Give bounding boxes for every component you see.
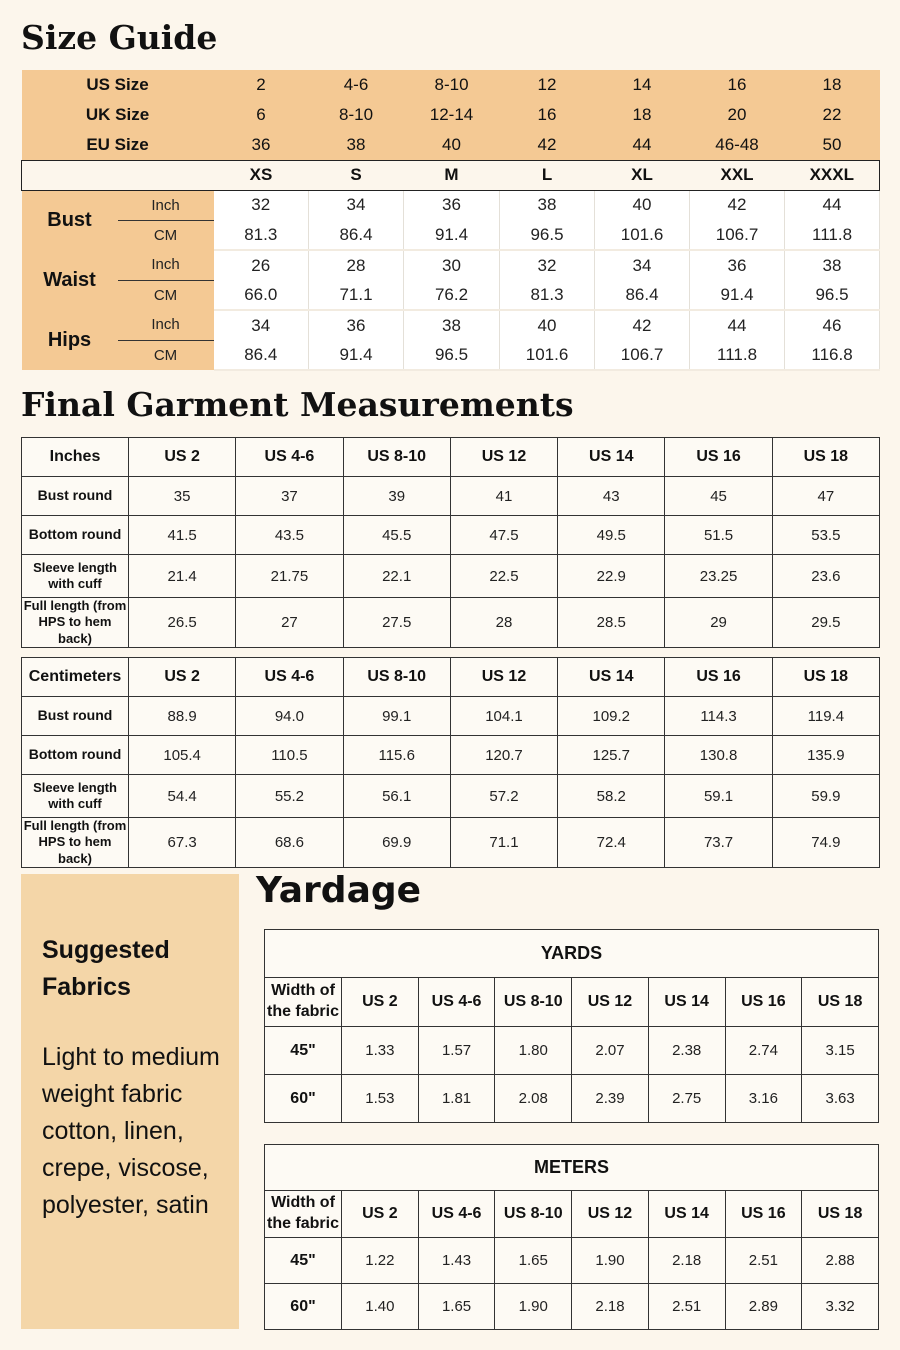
garment-title: Final Garment Measurements: [21, 385, 574, 424]
measurement-value: 96.5: [404, 340, 500, 370]
yardage-value: 1.65: [495, 1238, 572, 1284]
garment-value: 47.5: [450, 516, 557, 555]
measurement-value: 81.3: [500, 280, 595, 310]
size-value: 46-48: [690, 130, 785, 160]
garment-value: 109.2: [558, 697, 665, 736]
body-measurement-row: [22, 220, 880, 250]
size-header: US 4-6: [418, 1191, 495, 1238]
letter-size: S: [309, 160, 404, 190]
size-header: US 14: [648, 1191, 725, 1238]
measurement-value: 38: [785, 250, 880, 280]
size-header: US 14: [558, 658, 665, 697]
yardage-row: [265, 1075, 879, 1123]
measurement-name: Hips: [22, 310, 118, 370]
suggested-fabrics-box: [21, 874, 239, 1329]
garment-value: 45.5: [343, 516, 450, 555]
garment-value: 71.1: [450, 818, 557, 868]
size-value: 38: [309, 130, 404, 160]
garment-value: 37: [236, 477, 343, 516]
unit-label: Inch: [118, 250, 214, 280]
letter-size: XXXL: [785, 160, 880, 190]
yardage-value: 2.18: [572, 1284, 649, 1330]
yardage-value: 2.07: [572, 1027, 649, 1075]
yardage-header-row: [265, 978, 879, 1027]
garment-value: 41: [450, 477, 557, 516]
measurement-value: 96.5: [500, 220, 595, 250]
garment-value: 28: [450, 598, 557, 648]
size-value: 8-10: [309, 100, 404, 130]
garment-value: 21.75: [236, 555, 343, 598]
garment-row: [22, 516, 880, 555]
size-header: US 12: [572, 1191, 649, 1238]
size-value: 50: [785, 130, 880, 160]
measurement-value: 32: [500, 250, 595, 280]
fabric-width: 60": [265, 1284, 342, 1330]
letter-size: XXL: [690, 160, 785, 190]
fabric-width: 45": [265, 1238, 342, 1284]
garment-value: 26.5: [129, 598, 236, 648]
yardage-caption: METERS: [265, 1145, 879, 1191]
size-header: US 12: [450, 438, 557, 477]
size-header: US 2: [129, 438, 236, 477]
measurement-value: 44: [785, 190, 880, 220]
letter-size: XL: [595, 160, 690, 190]
garment-value: 94.0: [236, 697, 343, 736]
garment-value: 53.5: [772, 516, 879, 555]
size-value: 20: [690, 100, 785, 130]
size-system-label: UK Size: [22, 100, 214, 130]
body-measurement-row: [22, 340, 880, 370]
yardage-value: 1.90: [572, 1238, 649, 1284]
measurement-value: 28: [309, 250, 404, 280]
measurement-value: 34: [214, 310, 309, 340]
size-value: 36: [214, 130, 309, 160]
width-label: Width of the fabric: [265, 978, 342, 1027]
garment-value: 28.5: [558, 598, 665, 648]
garment-value: 58.2: [558, 775, 665, 818]
garment-value: 120.7: [450, 736, 557, 775]
measurement-value: 30: [404, 250, 500, 280]
size-header-row: [22, 70, 880, 100]
yardage-value: 1.53: [342, 1075, 419, 1123]
yardage-value: 1.65: [418, 1284, 495, 1330]
letter-size: XS: [214, 160, 309, 190]
size-value: 44: [595, 130, 690, 160]
garment-value: 88.9: [129, 697, 236, 736]
yardage-value: 1.43: [418, 1238, 495, 1284]
measurement-value: 101.6: [500, 340, 595, 370]
measurement-value: 116.8: [785, 340, 880, 370]
garment-value: 54.4: [129, 775, 236, 818]
size-value: 42: [500, 130, 595, 160]
yardage-value: 2.88: [802, 1238, 879, 1284]
yardage-value: 3.15: [802, 1027, 879, 1075]
garment-value: 74.9: [772, 818, 879, 868]
row-label: Bust round: [22, 697, 129, 736]
suggested-fabrics-title: Suggested Fabrics: [42, 936, 170, 1001]
garment-value: 114.3: [665, 697, 772, 736]
measurement-value: 36: [404, 190, 500, 220]
row-label: Sleeve length with cuff: [22, 555, 129, 598]
garment-value: 73.7: [665, 818, 772, 868]
body-measurement-row: [22, 310, 880, 340]
garment-row: [22, 736, 880, 775]
yardage-header-row: [265, 1191, 879, 1238]
measurement-value: 106.7: [690, 220, 785, 250]
garment-inches-table: [21, 437, 880, 648]
unit-label: Inch: [118, 190, 214, 220]
garment-value: 43: [558, 477, 665, 516]
garment-row: [22, 775, 880, 818]
body-measurement-row: [22, 190, 880, 220]
garment-value: 49.5: [558, 516, 665, 555]
garment-value: 22.9: [558, 555, 665, 598]
measurement-value: 44: [690, 310, 785, 340]
row-label: Sleeve length with cuff: [22, 775, 129, 818]
garment-value: 41.5: [129, 516, 236, 555]
garment-value: 57.2: [450, 775, 557, 818]
garment-value: 55.2: [236, 775, 343, 818]
measurement-name: Waist: [22, 250, 118, 310]
garment-value: 27.5: [343, 598, 450, 648]
yardage-row: [265, 1238, 879, 1284]
yardage-yards-table: [264, 929, 879, 1123]
size-header: US 8-10: [343, 658, 450, 697]
size-value: 6: [214, 100, 309, 130]
measurement-value: 86.4: [214, 340, 309, 370]
measurement-value: 111.8: [690, 340, 785, 370]
yardage-title: Yardage: [256, 870, 422, 911]
size-header: US 8-10: [343, 438, 450, 477]
fabric-width: 45": [265, 1027, 342, 1075]
yardage-value: 2.39: [572, 1075, 649, 1123]
letter-size-blank: [22, 160, 214, 190]
garment-value: 130.8: [665, 736, 772, 775]
garment-row: [22, 697, 880, 736]
garment-row: [22, 598, 880, 648]
garment-value: 119.4: [772, 697, 879, 736]
size-header: US 18: [802, 978, 879, 1027]
yardage-value: 1.90: [495, 1284, 572, 1330]
measurement-value: 101.6: [595, 220, 690, 250]
measurement-value: 26: [214, 250, 309, 280]
measurement-value: 111.8: [785, 220, 880, 250]
size-value: 18: [785, 70, 880, 100]
size-header: US 18: [802, 1191, 879, 1238]
garment-value: 35: [129, 477, 236, 516]
yardage-caption: YARDS: [265, 930, 879, 978]
yardage-value: 2.89: [725, 1284, 802, 1330]
garment-value: 22.5: [450, 555, 557, 598]
size-guide-title: Size Guide: [21, 18, 218, 57]
row-label: Full length (from HPS to hem back): [22, 598, 129, 648]
size-system-label: EU Size: [22, 130, 214, 160]
garment-header-row: [22, 658, 880, 697]
measurement-value: 34: [309, 190, 404, 220]
garment-value: 56.1: [343, 775, 450, 818]
size-value: 14: [595, 70, 690, 100]
yardage-value: 2.75: [648, 1075, 725, 1123]
letter-size: M: [404, 160, 500, 190]
measurement-value: 36: [690, 250, 785, 280]
size-header: US 18: [772, 438, 879, 477]
garment-value: 47: [772, 477, 879, 516]
garment-row: [22, 477, 880, 516]
yardage-value: 1.22: [342, 1238, 419, 1284]
garment-value: 23.25: [665, 555, 772, 598]
size-value: 2: [214, 70, 309, 100]
size-header: US 14: [558, 438, 665, 477]
garment-value: 29: [665, 598, 772, 648]
size-value: 16: [500, 100, 595, 130]
size-header: US 8-10: [495, 978, 572, 1027]
measurement-value: 106.7: [595, 340, 690, 370]
row-label: Bust round: [22, 477, 129, 516]
measurement-value: 46: [785, 310, 880, 340]
measurement-value: 38: [500, 190, 595, 220]
garment-value: 59.1: [665, 775, 772, 818]
unit-header: Centimeters: [22, 658, 129, 697]
size-header-row: [22, 100, 880, 130]
garment-value: 68.6: [236, 818, 343, 868]
garment-value: 43.5: [236, 516, 343, 555]
measurement-value: 71.1: [309, 280, 404, 310]
garment-value: 125.7: [558, 736, 665, 775]
size-value: 12-14: [404, 100, 500, 130]
fabric-width: 60": [265, 1075, 342, 1123]
yardage-meters-table: [264, 1144, 879, 1330]
yardage-value: 3.16: [725, 1075, 802, 1123]
size-header-row: [22, 130, 880, 160]
garment-value: 135.9: [772, 736, 879, 775]
yardage-value: 2.08: [495, 1075, 572, 1123]
unit-label: CM: [118, 220, 214, 250]
garment-value: 72.4: [558, 818, 665, 868]
yardage-value: 2.51: [725, 1238, 802, 1284]
size-value: 16: [690, 70, 785, 100]
measurement-value: 40: [500, 310, 595, 340]
size-header: US 8-10: [495, 1191, 572, 1238]
size-value: 18: [595, 100, 690, 130]
yardage-caption-row: [265, 930, 879, 978]
yardage-value: 1.40: [342, 1284, 419, 1330]
garment-row: [22, 818, 880, 868]
size-value: 12: [500, 70, 595, 100]
measurement-value: 66.0: [214, 280, 309, 310]
measurement-value: 91.4: [690, 280, 785, 310]
yardage-value: 2.51: [648, 1284, 725, 1330]
suggested-fabrics-text: Light to medium weight fabric cotton, linen, crepe, viscose, polyester, satin: [42, 1043, 220, 1219]
yardage-row: [265, 1284, 879, 1330]
size-header: US 16: [725, 978, 802, 1027]
width-label: Width of the fabric: [265, 1191, 342, 1238]
garment-value: 45: [665, 477, 772, 516]
yardage-value: 3.63: [802, 1075, 879, 1123]
yardage-value: 1.81: [418, 1075, 495, 1123]
measurement-value: 86.4: [309, 220, 404, 250]
size-value: 40: [404, 130, 500, 160]
size-guide-table: [21, 70, 880, 371]
garment-value: 21.4: [129, 555, 236, 598]
garment-value: 99.1: [343, 697, 450, 736]
size-header: US 2: [342, 1191, 419, 1238]
size-system-label: US Size: [22, 70, 214, 100]
measurement-value: 34: [595, 250, 690, 280]
size-header: US 4-6: [418, 978, 495, 1027]
size-header: US 16: [665, 658, 772, 697]
measurement-value: 76.2: [404, 280, 500, 310]
garment-value: 23.6: [772, 555, 879, 598]
size-header: US 4-6: [236, 438, 343, 477]
measurement-value: 86.4: [595, 280, 690, 310]
measurement-value: 36: [309, 310, 404, 340]
measurement-name: Bust: [22, 190, 118, 250]
yardage-value: 1.57: [418, 1027, 495, 1075]
size-header: US 12: [572, 978, 649, 1027]
measurement-value: 91.4: [309, 340, 404, 370]
measurement-value: 96.5: [785, 280, 880, 310]
garment-value: 115.6: [343, 736, 450, 775]
unit-label: Inch: [118, 310, 214, 340]
size-header: US 2: [342, 978, 419, 1027]
size-header: US 4-6: [236, 658, 343, 697]
garment-value: 69.9: [343, 818, 450, 868]
size-value: 4-6: [309, 70, 404, 100]
letter-size: L: [500, 160, 595, 190]
yardage-caption-row: [265, 1145, 879, 1191]
yardage-value: 2.18: [648, 1238, 725, 1284]
garment-row: [22, 555, 880, 598]
garment-value: 22.1: [343, 555, 450, 598]
garment-value: 67.3: [129, 818, 236, 868]
size-header: US 16: [665, 438, 772, 477]
garment-cm-table: [21, 657, 880, 868]
measurement-value: 42: [595, 310, 690, 340]
letter-size-row: [22, 160, 880, 190]
row-label: Bottom round: [22, 736, 129, 775]
yardage-value: 3.32: [802, 1284, 879, 1330]
yardage-value: 2.38: [648, 1027, 725, 1075]
measurement-value: 38: [404, 310, 500, 340]
row-label: Full length (from HPS to hem back): [22, 818, 129, 868]
garment-value: 105.4: [129, 736, 236, 775]
measurement-value: 91.4: [404, 220, 500, 250]
garment-value: 104.1: [450, 697, 557, 736]
measurement-value: 32: [214, 190, 309, 220]
yardage-row: [265, 1027, 879, 1075]
size-value: 22: [785, 100, 880, 130]
garment-value: 51.5: [665, 516, 772, 555]
size-header: US 2: [129, 658, 236, 697]
body-measurement-row: [22, 280, 880, 310]
garment-value: 59.9: [772, 775, 879, 818]
measurement-value: 81.3: [214, 220, 309, 250]
size-header: US 12: [450, 658, 557, 697]
yardage-value: 1.80: [495, 1027, 572, 1075]
row-label: Bottom round: [22, 516, 129, 555]
size-header: US 18: [772, 658, 879, 697]
garment-value: 29.5: [772, 598, 879, 648]
garment-value: 27: [236, 598, 343, 648]
garment-value: 110.5: [236, 736, 343, 775]
unit-label: CM: [118, 340, 214, 370]
yardage-value: 1.33: [342, 1027, 419, 1075]
size-header: US 16: [725, 1191, 802, 1238]
unit-header: Inches: [22, 438, 129, 477]
measurement-value: 40: [595, 190, 690, 220]
size-value: 8-10: [404, 70, 500, 100]
size-header: US 14: [648, 978, 725, 1027]
unit-label: CM: [118, 280, 214, 310]
yardage-value: 2.74: [725, 1027, 802, 1075]
body-measurement-row: [22, 250, 880, 280]
measurement-value: 42: [690, 190, 785, 220]
garment-value: 39: [343, 477, 450, 516]
garment-header-row: [22, 438, 880, 477]
